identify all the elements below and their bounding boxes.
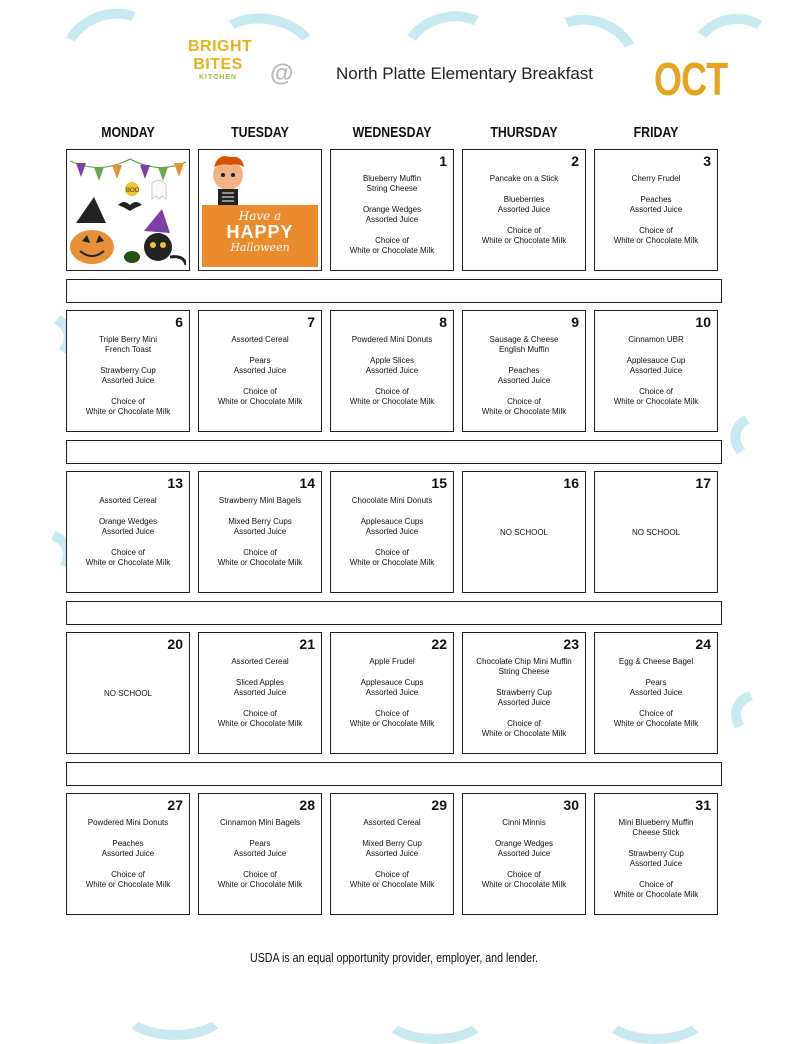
menu-items <box>331 335 453 418</box>
halloween-illustration <box>70 153 186 267</box>
bright-bites-logo <box>188 38 253 81</box>
menu-items <box>199 335 321 418</box>
menu-item: Peaches Assorted Juice <box>629 195 683 214</box>
day-number: 10 <box>695 314 711 330</box>
boo-text: BOO <box>126 188 140 194</box>
menu-items <box>463 335 585 428</box>
at-symbol: @ <box>270 60 294 87</box>
day-number: 8 <box>439 314 447 330</box>
day-cell <box>66 310 190 432</box>
day-cell <box>330 471 454 593</box>
day-cell <box>594 310 718 432</box>
menu-items <box>331 174 453 267</box>
menu-item: Strawberry Cup Assorted Juice <box>628 849 684 868</box>
day-cell <box>66 793 190 915</box>
day-number: 24 <box>695 636 711 652</box>
day-number: 15 <box>431 475 447 491</box>
happy-halloween-cell <box>198 149 322 271</box>
menu-items <box>331 657 453 740</box>
menu-item: Assorted Cereal <box>99 496 157 505</box>
day-number: 2 <box>571 153 579 169</box>
menu-item: Applesauce Cups Assorted Juice <box>360 678 424 697</box>
menu-item: Choice of White or Chocolate Milk <box>349 709 435 728</box>
day-number: 17 <box>695 475 711 491</box>
weekday-wednesday: WEDNESDAY <box>352 124 432 141</box>
day-cell <box>594 793 718 915</box>
day-number: 14 <box>299 475 315 491</box>
menu-item: Choice of White or Chocolate Milk <box>217 387 303 406</box>
menu-items <box>199 818 321 901</box>
day-cell <box>330 632 454 754</box>
menu-item: Choice of White or Chocolate Milk <box>85 548 171 567</box>
logo-line-1: BRIGHT <box>188 38 253 55</box>
header <box>18 20 770 120</box>
menu-items <box>67 496 189 579</box>
menu-item: Choice of White or Chocolate Milk <box>613 387 699 406</box>
no-school-label: NO SCHOOL <box>499 528 548 537</box>
week-separator-bar <box>66 762 722 786</box>
happy-text: HAPPY <box>226 222 294 242</box>
menu-items <box>463 657 585 750</box>
menu-item: Orange Wedges Assorted Juice <box>98 517 158 536</box>
menu-items <box>67 818 189 901</box>
menu-item: Apple Frudel <box>369 657 415 666</box>
day-number: 16 <box>563 475 579 491</box>
weekday-friday: FRIDAY <box>633 124 679 141</box>
menu-item: Chocolate Mini Donuts <box>351 496 433 505</box>
menu-item: Choice of White or Chocolate Milk <box>85 397 171 416</box>
menu-item: Cinnamon Mini Bagels <box>219 818 301 827</box>
day-cell <box>330 793 454 915</box>
day-number: 31 <box>695 797 711 813</box>
day-cell <box>198 632 322 754</box>
menu-item: Cherry Frudel <box>631 174 681 183</box>
menu-items <box>595 818 717 911</box>
day-cell <box>462 632 586 754</box>
menu-item: Pears Assorted Juice <box>629 678 683 697</box>
day-cell <box>330 149 454 271</box>
menu-item: Orange Wedges Assorted Juice <box>362 205 422 224</box>
menu-item: Pears Assorted Juice <box>233 839 287 858</box>
menu-sheet <box>18 20 770 1000</box>
menu-item: Strawberry Cup Assorted Juice <box>100 366 156 385</box>
page-title: North Platte Elementary Breakfast <box>336 64 594 83</box>
day-number: 20 <box>167 636 183 652</box>
menu-item: Choice of White or Chocolate Milk <box>85 870 171 889</box>
happy-halloween-banner <box>202 205 318 267</box>
menu-items <box>67 335 189 428</box>
logo-line-3: KITCHEN <box>198 74 238 81</box>
menu-items <box>331 496 453 579</box>
menu-item: Sliced Apples Assorted Juice <box>233 678 287 697</box>
menu-item: Pears Assorted Juice <box>233 356 287 375</box>
day-number: 27 <box>167 797 183 813</box>
menu-item: Assorted Cereal <box>231 335 289 344</box>
menu-items <box>595 657 717 740</box>
menu-item: Choice of White or Chocolate Milk <box>613 880 699 899</box>
day-number: 1 <box>439 153 447 169</box>
menu-item: Orange Wedges Assorted Juice <box>494 839 554 858</box>
day-cell <box>462 471 586 593</box>
day-cell <box>462 310 586 432</box>
menu-item: Choice of White or Chocolate Milk <box>349 236 435 255</box>
no-school-label: NO SCHOOL <box>631 528 680 537</box>
halloween-illustration-cell <box>66 149 190 271</box>
menu-items <box>331 818 453 901</box>
logo-line-2: BITES <box>193 56 243 73</box>
day-number: 9 <box>571 314 579 330</box>
menu-item: Choice of White or Chocolate Milk <box>613 709 699 728</box>
week-separator-bar <box>66 279 722 303</box>
month-label: OCT <box>654 53 728 105</box>
day-number: 21 <box>299 636 315 652</box>
day-cell <box>66 471 190 593</box>
week-separator-bar <box>66 601 722 625</box>
menu-item: Peaches Assorted Juice <box>101 839 155 858</box>
menu-item: Mini Blueberry Muffin Cheese Stick <box>618 818 694 837</box>
day-cell <box>198 793 322 915</box>
menu-item: Choice of White or Chocolate Milk <box>217 548 303 567</box>
menu-item: Triple Berry Mini French Toast <box>99 335 157 354</box>
menu-item: Assorted Cereal <box>363 818 421 827</box>
menu-items <box>199 496 321 579</box>
menu-item: Powdered Mini Donuts <box>351 335 433 344</box>
day-cell <box>462 149 586 271</box>
menu-item: Pancake on a Stick <box>489 174 559 183</box>
menu-item: Strawberry Cup Assorted Juice <box>496 688 552 707</box>
day-number: 3 <box>703 153 711 169</box>
menu-item: Choice of White or Chocolate Milk <box>481 397 567 416</box>
day-cell <box>462 793 586 915</box>
menu-item: Choice of White or Chocolate Milk <box>217 709 303 728</box>
day-number: 29 <box>431 797 447 813</box>
menu-items <box>595 335 717 418</box>
day-cell <box>594 632 718 754</box>
menu-item: Choice of White or Chocolate Milk <box>481 870 567 889</box>
day-number: 30 <box>563 797 579 813</box>
weekday-tuesday: TUESDAY <box>231 124 289 141</box>
menu-item: Blueberries Assorted Juice <box>497 195 551 214</box>
menu-item: Sausage & Cheese English Muffin <box>489 335 559 354</box>
menu-item: Applesauce Cups Assorted Juice <box>360 517 424 536</box>
menu-item: Applesauce Cup Assorted Juice <box>626 356 686 375</box>
menu-item: Choice of White or Chocolate Milk <box>349 548 435 567</box>
day-cell <box>594 471 718 593</box>
menu-item: Choice of White or Chocolate Milk <box>349 870 435 889</box>
menu-item: Cinnamon UBR <box>628 335 684 344</box>
menu-item: Strawberry Mini Bagels <box>218 496 302 505</box>
no-school-label: NO SCHOOL <box>103 689 152 698</box>
menu-items <box>463 818 585 901</box>
menu-item: Mixed Berry Cups Assorted Juice <box>228 517 292 536</box>
day-cell <box>198 310 322 432</box>
week-separator-bar <box>66 440 722 464</box>
menu-item: Cinni Minnis <box>502 818 546 827</box>
menu-item: Chocolate Chip Mini Muffin String Cheese <box>476 657 572 676</box>
menu-item: Apple Slices Assorted Juice <box>365 356 419 375</box>
menu-item: Choice of White or Chocolate Milk <box>481 719 567 738</box>
day-number: 23 <box>563 636 579 652</box>
day-number: 6 <box>175 314 183 330</box>
menu-item: Choice of White or Chocolate Milk <box>349 387 435 406</box>
menu-items <box>463 174 585 257</box>
menu-item: Choice of White or Chocolate Milk <box>613 226 699 245</box>
day-cell <box>66 632 190 754</box>
menu-items <box>595 174 717 257</box>
day-cell <box>594 149 718 271</box>
halloween-text: Halloween <box>230 241 290 254</box>
menu-item: Choice of White or Chocolate Milk <box>481 226 567 245</box>
happy-halloween-illustration <box>202 153 318 267</box>
day-cell <box>198 471 322 593</box>
day-number: 22 <box>431 636 447 652</box>
have-a-text: Have a <box>238 209 282 223</box>
menu-item: Mixed Berry Cup Assorted Juice <box>362 839 422 858</box>
usda-statement: USDA is an equal opportunity provider, employer, and lender. <box>250 950 538 965</box>
menu-item: Assorted Cereal <box>231 657 289 666</box>
menu-item: Blueberry Muffin String Cheese <box>362 174 422 193</box>
menu-item: Choice of White or Chocolate Milk <box>217 870 303 889</box>
weekday-monday: MONDAY <box>101 124 155 141</box>
menu-item: Egg & Cheese Bagel <box>618 657 694 666</box>
day-number: 7 <box>307 314 315 330</box>
menu-items <box>199 657 321 740</box>
menu-item: Peaches Assorted Juice <box>497 366 551 385</box>
weekday-thursday: THURSDAY <box>490 124 558 141</box>
day-cell <box>330 310 454 432</box>
menu-item: Powdered Mini Donuts <box>87 818 169 827</box>
day-number: 13 <box>167 475 183 491</box>
day-number: 28 <box>299 797 315 813</box>
